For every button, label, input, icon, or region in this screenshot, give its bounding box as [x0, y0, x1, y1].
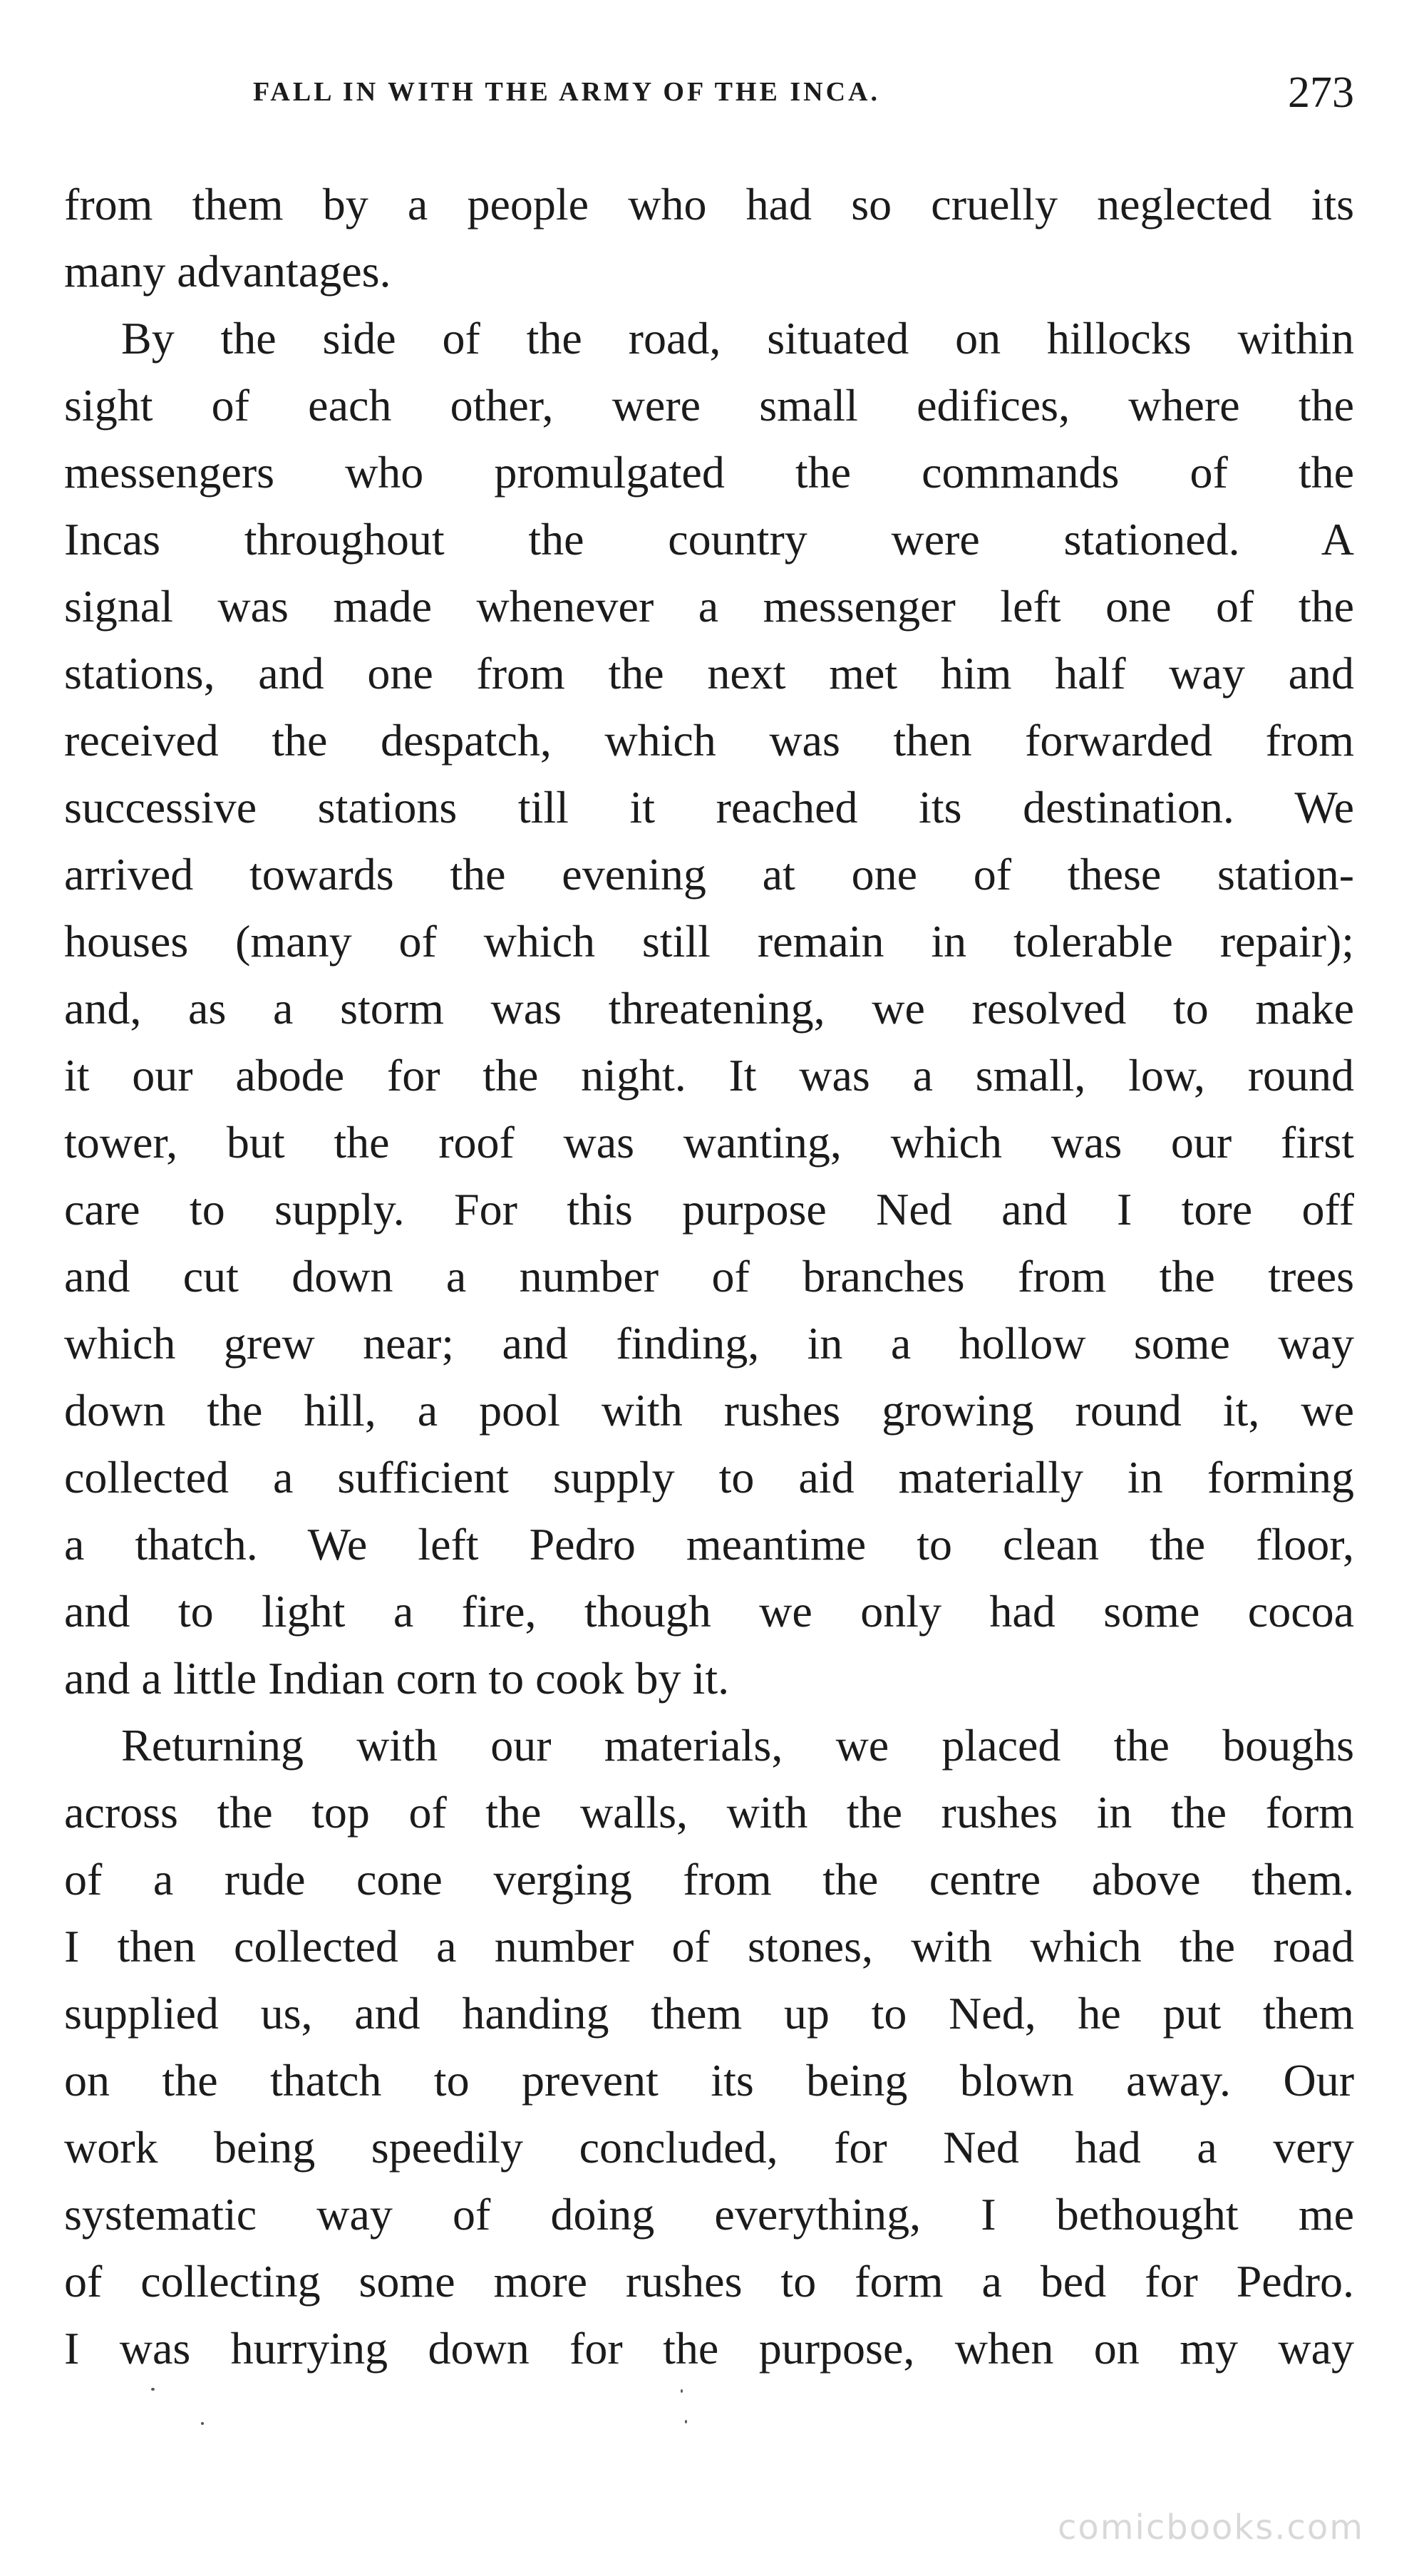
- text-line: collected a sufficient supply to aid materially in forming: [64, 1452, 1354, 1503]
- text-line: messengers who promulgated the commands of the: [64, 447, 1354, 498]
- text-line: By the side of the road, situated on hillocks within: [121, 313, 1354, 364]
- body-text: [64, 171, 1354, 2382]
- text-line: care to supply. For this purpose Ned and I tore off: [64, 1184, 1354, 1235]
- text-line: from them by a people who had so cruelly neglected its: [64, 179, 1354, 230]
- text-line: a thatch. We left Pedro meantime to clean the floor,: [64, 1519, 1354, 1570]
- text-line: houses (many of which still remain in tolerable repair);: [64, 916, 1354, 967]
- text-line: work being speedily concluded, for Ned had a very: [64, 2122, 1354, 2173]
- text-line: successive stations till it reached its destination. We: [64, 782, 1354, 833]
- text-line: Incas throughout the country were stationed. A: [64, 514, 1354, 565]
- text-line: sight of each other, were small edifices, where the: [64, 380, 1354, 431]
- text-line: stations, and one from the next met him half way and: [64, 648, 1354, 699]
- text-line: and, as a storm was threatening, we resolved to make: [64, 983, 1354, 1034]
- page-number: 273: [1288, 68, 1354, 117]
- text-line: of a rude cone verging from the centre above them.: [64, 1854, 1354, 1905]
- text-line: signal was made whenever a messenger left one of the: [64, 581, 1354, 632]
- text-line: which grew near; and finding, in a hollow some way: [64, 1318, 1354, 1369]
- text-line: I then collected a number of stones, with which the road: [64, 1921, 1354, 1972]
- text-line: systematic way of doing everything, I bethought me: [64, 2189, 1354, 2240]
- running-header: [253, 68, 1354, 125]
- text-line: and a little Indian corn to cook by it.: [64, 1653, 730, 1704]
- text-line: Returning with our materials, we placed the boughs: [121, 1720, 1354, 1771]
- text-line: on the thatch to prevent its being blown away. Our: [64, 2055, 1354, 2106]
- text-line: many advantages.: [64, 246, 391, 297]
- print-speck: [685, 2420, 687, 2423]
- text-line: and to light a fire, though we only had some cocoa: [64, 1586, 1354, 1637]
- running-title: FALL IN WITH THE ARMY OF THE INCA.: [253, 77, 880, 107]
- text-line: I was hurrying down for the purpose, when on my way: [64, 2323, 1354, 2374]
- text-line: tower, but the roof was wanting, which was our first: [64, 1117, 1354, 1168]
- text-line: and cut down a number of branches from the trees: [64, 1251, 1354, 1302]
- text-line: across the top of the walls, with the rushes in the form: [64, 1787, 1354, 1838]
- text-line: arrived towards the evening at one of these station-: [64, 849, 1354, 900]
- text-line: supplied us, and handing them up to Ned, he put them: [64, 1988, 1354, 2039]
- print-speck: [151, 2388, 155, 2391]
- text-line: it our abode for the night. It was a small, low, round: [64, 1050, 1354, 1101]
- text-line: received the despatch, which was then forwarded from: [64, 715, 1354, 766]
- print-speck: [681, 2389, 683, 2393]
- text-line: of collecting some more rushes to form a bed for Pedro.: [64, 2256, 1354, 2307]
- watermark: comicbooks.com: [1057, 2508, 1364, 2547]
- print-speck: [201, 2422, 204, 2425]
- text-line: down the hill, a pool with rushes growing round it, we: [64, 1385, 1354, 1436]
